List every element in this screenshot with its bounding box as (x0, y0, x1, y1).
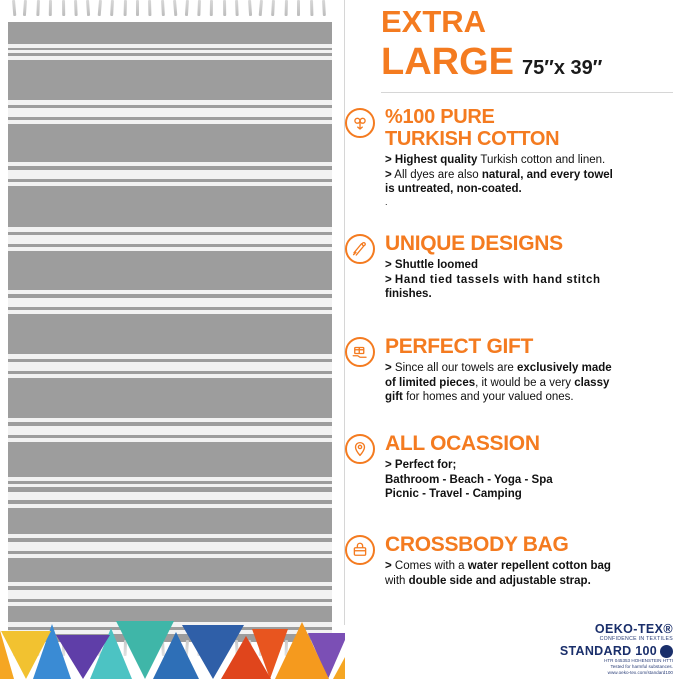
feature-crossbody-bag (345, 533, 679, 588)
towel-fringe-strand (110, 0, 114, 16)
oeko-leaf-icon (660, 645, 673, 658)
towel-stripe (8, 227, 332, 232)
towel-fringe-strand (210, 0, 213, 16)
oeko-tex-certification (503, 623, 673, 676)
horizontal-divider (381, 92, 673, 93)
towel-stripe (8, 108, 332, 117)
towel-stripe (8, 162, 332, 166)
feature-description: > Since all our towels are exclusively made of limited pieces, it would be a very classy gift for homes and your valued ones. (385, 362, 612, 403)
crossbody-bag-icon (345, 535, 375, 565)
oeko-tiny-line1: HTR 045353 HOHENSTEIN HTTI (604, 658, 673, 663)
towel-fringe-strand (284, 0, 287, 16)
towel-stripe (8, 50, 332, 53)
cotton-flower-icon (345, 108, 375, 138)
towel-fringe-strand (248, 0, 252, 16)
feature-description: > Perfect for; Bathroom - Beach - Yoga - Spa Picnic - Travel - Camping (385, 459, 553, 500)
towel-fringe-strand (136, 0, 139, 16)
towel-fringe-strand (310, 0, 313, 16)
certification-band (345, 620, 679, 679)
towel-stripe (8, 362, 332, 371)
towel-stripe (8, 182, 332, 186)
feature-perfect-gift (345, 335, 679, 405)
towel-stripe (8, 374, 332, 378)
towel-fringe-strand (197, 0, 201, 16)
towel-fringe-strand (148, 0, 151, 16)
feature-all-occasion (345, 432, 679, 502)
towel-stripe (8, 170, 332, 179)
towel-stripe (8, 426, 332, 435)
headline-block (381, 4, 671, 82)
towel-stripe (8, 418, 332, 422)
towel-stripe (8, 235, 332, 244)
towel-stripe (8, 504, 332, 508)
towel-stripe (8, 310, 332, 314)
towel-stripe (8, 542, 332, 551)
towel-fringe-strand (62, 0, 65, 16)
towel-fringe-strand (297, 0, 300, 16)
towel-stripe (8, 534, 332, 538)
oeko-brand: OEKO-TEX (594, 622, 664, 636)
towel-fringe-strand (74, 0, 78, 16)
towel-stripe (8, 602, 332, 606)
towel-fringe-strand (223, 0, 226, 16)
oeko-tiny-line2: Tested for harmful substances. (610, 664, 673, 669)
weaving-shuttle-icon (345, 234, 375, 264)
towel-stripe (8, 247, 332, 251)
towel-stripe (8, 590, 332, 599)
feature-list-panel (345, 0, 679, 679)
towel-fringe-strand (49, 0, 52, 16)
feature-title: CROSSBODY BAG (385, 533, 569, 556)
feature-description: > Highest quality Turkish cotton and linen. > All dyes are also natural, and every towel is untreated, non-coated. . (385, 154, 613, 207)
feature-turkish-cotton (345, 106, 679, 207)
towel-stripe (8, 484, 332, 487)
feature-title: ALL OCASSION (385, 432, 540, 455)
towel-fringe-strand (123, 0, 126, 16)
feature-unique-designs (345, 232, 679, 302)
towel-stripe (8, 44, 332, 48)
towel-fringe-top (8, 0, 332, 24)
headline-extra: EXTRA (381, 4, 487, 39)
decorative-triangle (0, 620, 14, 679)
towel-fringe-strand (322, 0, 326, 16)
feature-description: > Shuttle loomed > Hand tied tassels with hand stitch finishes. (385, 259, 601, 300)
towel-fringe-strand (23, 0, 27, 16)
towel-stripe (8, 438, 332, 442)
bottom-color-band (0, 620, 679, 679)
towel-fringe-strand (259, 0, 263, 16)
towel-stripe (8, 554, 332, 558)
towel-fringe-strand (184, 0, 188, 16)
gift-hand-icon (345, 337, 375, 367)
towel-stripe (8, 100, 332, 105)
towel-stripe (8, 477, 332, 481)
towel-fringe-strand (271, 0, 275, 16)
towel-fringe-strand (12, 0, 16, 16)
towel-fringe-strand (173, 0, 177, 16)
headline-dimensions: 75″x 39″ (522, 57, 603, 79)
oeko-confidence-line: CONFIDENCE IN TEXTILES (599, 636, 673, 642)
towel-fringe-strand (235, 0, 239, 16)
towel-fabric (8, 22, 332, 642)
feature-title: PERFECT GIFT (385, 335, 534, 358)
towel-fringe-strand (97, 0, 101, 16)
feature-title-line1: %100 PURE (385, 106, 495, 128)
headline-large: LARGE (381, 41, 514, 83)
feature-title: UNIQUE DESIGNS (385, 232, 563, 255)
registered-mark-icon: ® (663, 622, 673, 636)
towel-stripe (8, 492, 332, 500)
towel-stripe (8, 298, 332, 307)
towel-fringe-strand (86, 0, 90, 16)
oeko-tiny-line3: www.oeko-tex.com/standard100 (607, 670, 673, 675)
towel-stripe (8, 56, 332, 60)
towel-stripe (8, 354, 332, 359)
feature-title-line2: TURKISH COTTON (385, 128, 560, 150)
oeko-standard: STANDARD 100 (559, 644, 657, 658)
towel-fringe-strand (161, 0, 165, 16)
towel-fringe-strand (36, 0, 40, 16)
towel-stripe (8, 582, 332, 586)
location-pin-icon (345, 434, 375, 464)
towel-stripe (8, 290, 332, 294)
feature-description: > Comes with a water repellent cotton bag with double side and adjustable strap. (385, 560, 611, 587)
towel-stripe (8, 120, 332, 124)
